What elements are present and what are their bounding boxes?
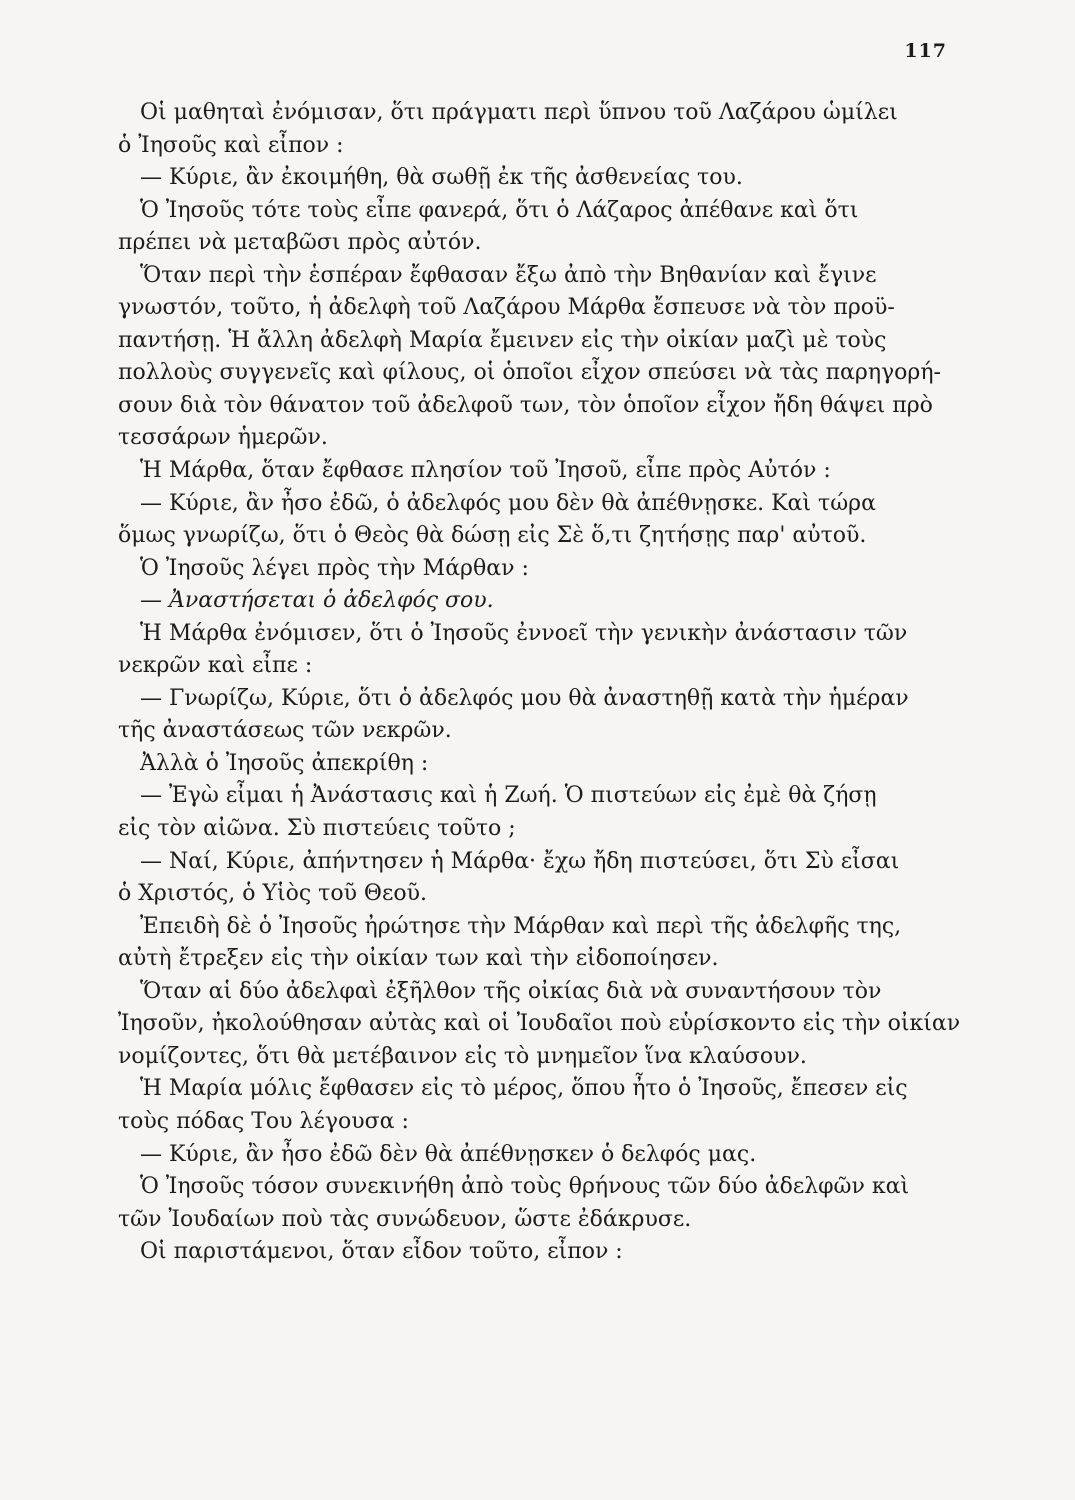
text-line: σουν διὰ τὸν θάνατον τοῦ ἀδελφοῦ των, τὸν ὁποῖον εἶχον ἤδη θάψει πρὸ — [118, 392, 933, 418]
text-line: πολλοὺς συγγενεῖς καὶ φίλους, οἱ ὁποῖοι εἶχον σπεύσει νὰ τὰς παρηγορή- — [118, 360, 941, 386]
text-line: Ὅταν περὶ τὴν ἑσπέραν ἔφθασαν ἔξω ἀπὸ τὴν Βηθανίαν καὶ ἔγινε — [140, 262, 877, 288]
text-line: πρέπει νὰ μεταβῶσι πρὸς αὐτόν. — [118, 230, 482, 256]
text-line: αὐτὴ ἔτρεξεν εἰς τὴν οἰκίαν των καὶ τὴν εἰδοποίησεν. — [118, 946, 719, 972]
text-line: Ὁ Ἰησοῦς τότε τοὺς εἶπε φανερά, ὅτι ὁ Λάζαρος ἀπέθανε καὶ ὅτι — [140, 197, 859, 223]
text-line: — Ἐγὼ εἶμαι ἡ Ἀνάστασις καὶ ἡ Ζωή. Ὁ πιστεύων εἰς ἐμὲ θὰ ζήσῃ — [140, 783, 877, 809]
text-line: Ἀλλὰ ὁ Ἰησοῦς ἀπεκρίθη : — [140, 750, 429, 776]
text-line: Ἡ Μάρθα, ὅταν ἔφθασε πλησίον τοῦ Ἰησοῦ, εἶπε πρὸς Αὐτόν : — [140, 458, 831, 484]
text-line: Ὅταν αἱ δύο ἀδελφαὶ ἐξῆλθον τῆς οἰκίας διὰ νὰ συναντήσουν τὸν — [140, 978, 882, 1004]
text-line: — Γνωρίζω, Κύριε, ὅτι ὁ ἀδελφός μου θὰ ἀναστηθῇ κατὰ τὴν ἡμέραν — [140, 685, 909, 711]
text-line: Ἐπειδὴ δὲ ὁ Ἰησοῦς ἠρώτησε τὴν Μάρθαν καὶ περὶ τῆς ἀδελφῆς της, — [140, 913, 902, 939]
text-line: νομίζοντες, ὅτι θὰ μετέβαινον εἰς τὸ μνημεῖον ἵνα κλαύσουν. — [118, 1043, 807, 1069]
text-line: τεσσάρων ἡμερῶν. — [118, 425, 328, 451]
text-line: — Κύριε, ἂν ἦσο ἐδῶ δὲν θὰ ἀπέθνῃσκεν ὁ δελφός μας. — [140, 1141, 757, 1167]
body-text — [118, 97, 968, 1269]
text-line: Ἡ Μάρθα ἐνόμισεν, ὅτι ὁ Ἰησοῦς ἐννοεῖ τὴν γενικὴν ἀνάστασιν τῶν — [140, 620, 908, 646]
text-line: Ὁ Ἰησοῦς τόσον συνεκινήθη ἀπὸ τοὺς θρήνους τῶν δύο ἀδελφῶν καὶ — [140, 1174, 910, 1200]
text-line: — Ναί, Κύριε, ἀπήντησεν ἡ Μάρθα· ἔχω ἤδη πιστεύσει, ὅτι Σὺ εἶσαι — [140, 848, 900, 874]
text-line: εἰς τὸν αἰῶνα. Σὺ πιστεύεις τοῦτο ; — [118, 816, 516, 842]
page-number: 117 — [904, 40, 947, 62]
text-line: νεκρῶν καὶ εἶπε : — [118, 653, 313, 679]
text-line: — Ἀναστήσεται ὁ ἀδελφός σου. — [140, 588, 494, 614]
text-line: γνωστόν, τοῦτο, ἡ ἀδελφὴ τοῦ Λαζάρου Μάρθα ἔσπευσε νὰ τὸν προϋ- — [118, 295, 895, 321]
text-line: — Κύριε, ἂν ἦσο ἐδῶ, ὁ ἀδελφός μου δὲν θὰ ἀπέθνῃσκε. Καὶ τώρα — [140, 490, 876, 516]
text-line: τῶν Ἰουδαίων ποὺ τὰς συνώδευον, ὥστε ἐδάκρυσε. — [118, 1206, 692, 1232]
text-line: Οἱ παριστάμενοι, ὅταν εἶδον τοῦτο, εἶπον : — [140, 1239, 623, 1265]
text-line: Ὁ Ἰησοῦς λέγει πρὸς τὴν Μάρθαν : — [140, 555, 529, 581]
text-line: παντήσῃ. Ἡ ἄλλη ἀδελφὴ Μαρία ἔμεινεν εἰς τὴν οἰκίαν μαζὶ μὲ τοὺς — [118, 327, 887, 353]
text-line: — Κύριε, ἂν ἐκοιμήθη, θὰ σωθῇ ἐκ τῆς ἀσθενείας του. — [140, 165, 743, 191]
text-line: Ἡ Μαρία μόλις ἔφθασεν εἰς τὸ μέρος, ὅπου ἦτο ὁ Ἰησοῦς, ἔπεσεν εἰς — [140, 1076, 908, 1102]
text-line: Οἱ μαθηταὶ ἐνόμισαν, ὅτι πράγματι περὶ ὕπνου τοῦ Λαζάρου ὡμίλει — [140, 100, 898, 125]
text-line: τῆς ἀναστάσεως τῶν νεκρῶν. — [118, 718, 452, 744]
text-line: Ἰησοῦν, ἠκολούθησαν αὐτὰς καὶ οἱ Ἰουδαῖοι ποὺ εὑρίσκοντο εἰς τὴν οἰκίαν — [118, 1011, 961, 1037]
text-line: ὁ Ἰησοῦς καὶ εἶπον : — [118, 132, 344, 158]
text-line: ὅμως γνωρίζω, ὅτι ὁ Θεὸς θὰ δώσῃ εἰς Σὲ ὅ,τι ζητήσῃς παρ' αὐτοῦ. — [118, 523, 867, 549]
text-line: τοὺς πόδας Του λέγουσα : — [118, 1108, 409, 1134]
text-line: ὁ Χριστός, ὁ Υἱὸς τοῦ Θεοῦ. — [118, 881, 427, 907]
